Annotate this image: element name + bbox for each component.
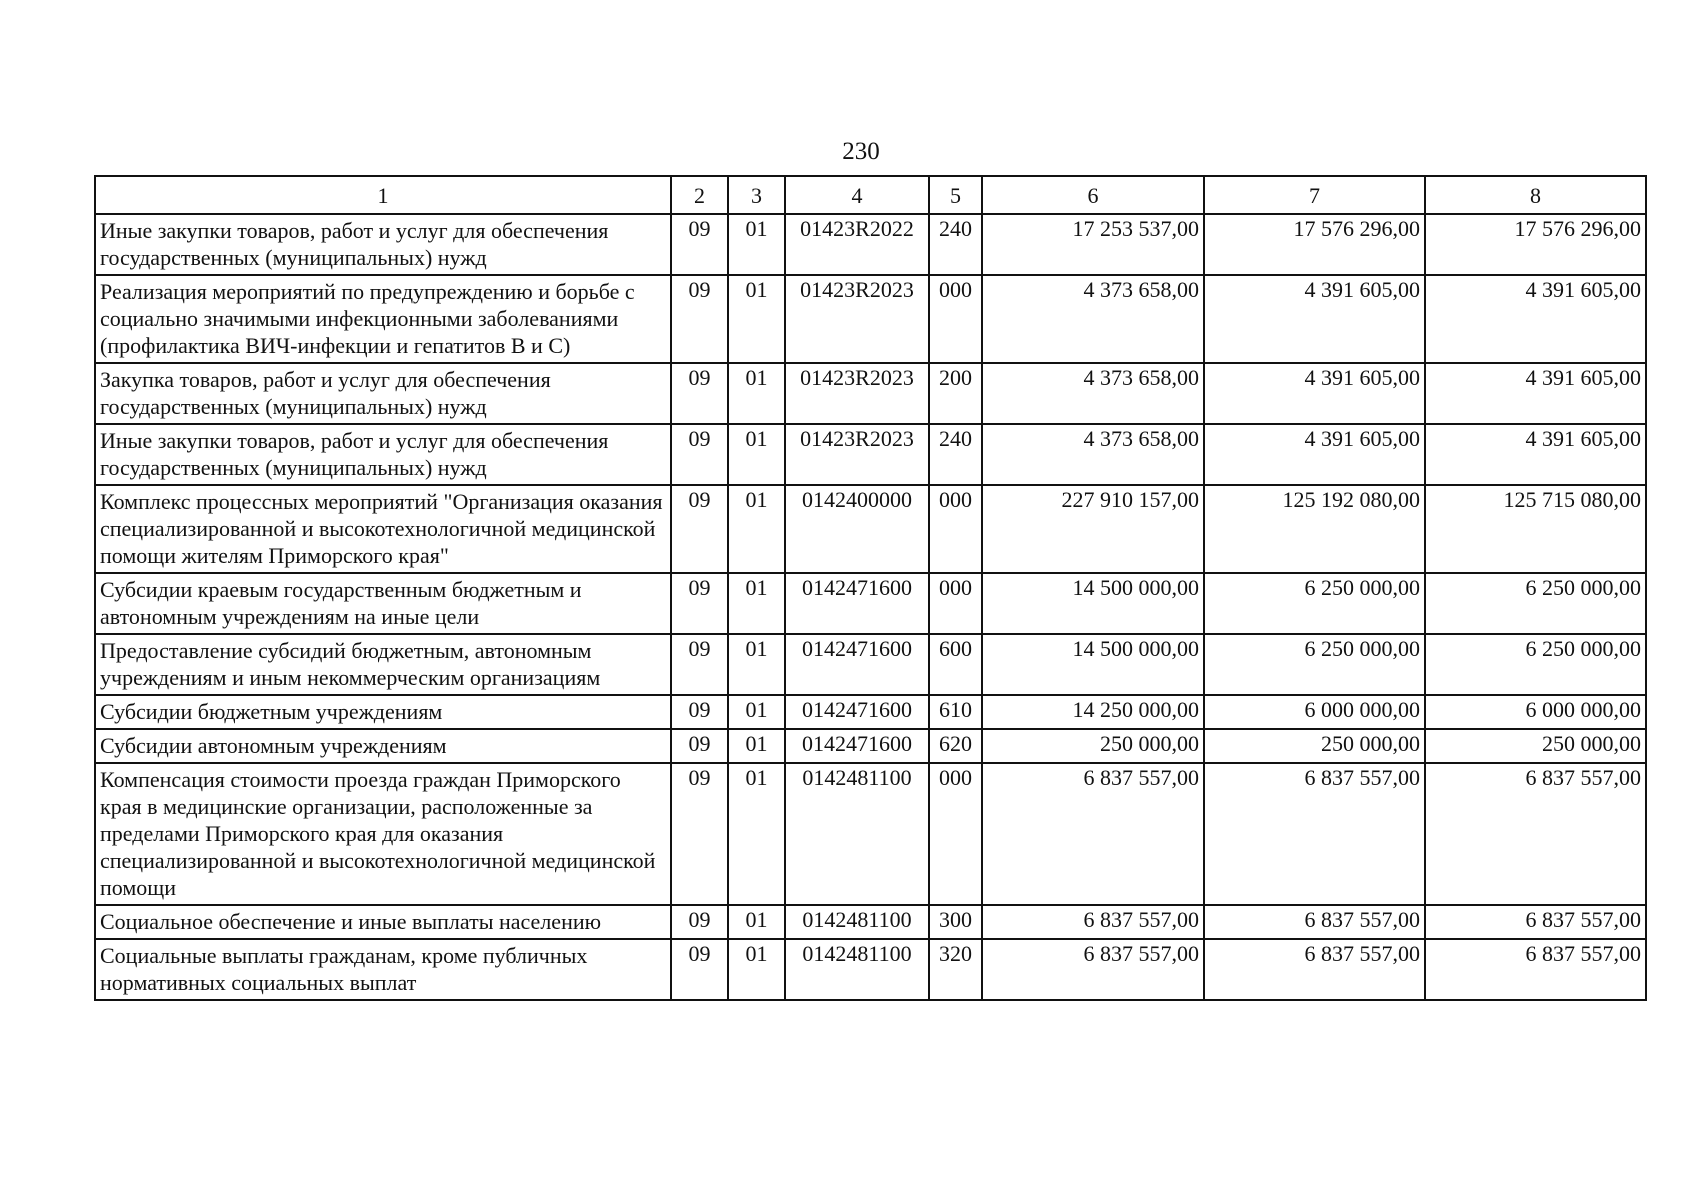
expense-type-code: 240 — [929, 214, 982, 275]
subsection-code: 01 — [728, 275, 785, 363]
header-row — [95, 176, 1646, 214]
expense-type-code: 620 — [929, 729, 982, 763]
expense-type-code: 610 — [929, 695, 982, 729]
subsection-code: 01 — [728, 363, 785, 424]
header-cell-2: 2 — [671, 176, 728, 214]
item-name: Закупка товаров, работ и услуг для обеспечения государственных (муниципальных) нужд — [100, 367, 551, 419]
amount-col-6: 14 250 000,00 — [982, 695, 1204, 729]
amount-col-8: 17 576 296,00 — [1425, 214, 1646, 275]
table-row — [95, 729, 1646, 763]
amount-col-7: 4 391 605,00 — [1204, 424, 1425, 485]
amount-col-6: 14 500 000,00 — [982, 573, 1204, 634]
subsection-code: 01 — [728, 214, 785, 275]
amount-col-6: 6 837 557,00 — [982, 939, 1204, 1000]
amount-col-6: 250 000,00 — [982, 729, 1204, 763]
table-row — [95, 763, 1646, 905]
amount-col-8: 6 250 000,00 — [1425, 573, 1646, 634]
expense-type-code: 000 — [929, 763, 982, 905]
table-row — [95, 634, 1646, 695]
amount-col-7: 6 837 557,00 — [1204, 939, 1425, 1000]
item-name-cell — [95, 634, 671, 695]
amount-col-7: 4 391 605,00 — [1204, 363, 1425, 424]
subsection-code: 01 — [728, 905, 785, 939]
expense-type-code: 240 — [929, 424, 982, 485]
table-row — [95, 363, 1646, 424]
expense-type-code: 000 — [929, 573, 982, 634]
amount-col-8: 6 250 000,00 — [1425, 634, 1646, 695]
section-code: 09 — [671, 763, 728, 905]
item-name: Реализация мероприятий по предупреждению и борьбе с социально значимыми инфекционными заболеваниями (профилактика ВИЧ-инфекции и гепатитов В и С) — [100, 279, 635, 358]
amount-col-7: 6 837 557,00 — [1204, 905, 1425, 939]
item-name: Иные закупки товаров, работ и услуг для обеспечения государственных (муниципальных) нужд — [100, 218, 609, 270]
section-code: 09 — [671, 905, 728, 939]
table-row — [95, 905, 1646, 939]
table-row — [95, 695, 1646, 729]
amount-col-6: 6 837 557,00 — [982, 763, 1204, 905]
header-cell-8: 8 — [1425, 176, 1646, 214]
target-article-code: 01423R2023 — [785, 424, 929, 485]
target-article-code: 01423R2023 — [785, 275, 929, 363]
item-name-cell — [95, 939, 671, 1000]
section-code: 09 — [671, 214, 728, 275]
amount-col-6: 4 373 658,00 — [982, 424, 1204, 485]
item-name-cell — [95, 275, 671, 363]
amount-col-8: 125 715 080,00 — [1425, 485, 1646, 573]
amount-col-7: 6 250 000,00 — [1204, 634, 1425, 695]
table-row — [95, 573, 1646, 634]
amount-col-8: 6 837 557,00 — [1425, 905, 1646, 939]
target-article-code: 0142481100 — [785, 763, 929, 905]
amount-col-8: 6 837 557,00 — [1425, 763, 1646, 905]
amount-col-6: 4 373 658,00 — [982, 363, 1204, 424]
header-cell-3: 3 — [728, 176, 785, 214]
expense-type-code: 600 — [929, 634, 982, 695]
item-name: Иные закупки товаров, работ и услуг для обеспечения государственных (муниципальных) нужд — [100, 428, 609, 480]
section-code: 09 — [671, 695, 728, 729]
amount-col-6: 17 253 537,00 — [982, 214, 1204, 275]
table-row — [95, 424, 1646, 485]
amount-col-8: 4 391 605,00 — [1425, 275, 1646, 363]
amount-col-6: 6 837 557,00 — [982, 905, 1204, 939]
item-name: Комплекс процессных мероприятий "Организация оказания специализированной и высокотехнологичной медицинской помощи жителям Приморского края" — [100, 489, 663, 568]
target-article-code: 0142471600 — [785, 634, 929, 695]
expense-type-code: 000 — [929, 485, 982, 573]
amount-col-7: 4 391 605,00 — [1204, 275, 1425, 363]
header-cell-4: 4 — [785, 176, 929, 214]
subsection-code: 01 — [728, 763, 785, 905]
expense-type-code: 000 — [929, 275, 982, 363]
item-name-cell — [95, 485, 671, 573]
subsection-code: 01 — [728, 695, 785, 729]
item-name-cell — [95, 695, 671, 729]
item-name-cell — [95, 214, 671, 275]
subsection-code: 01 — [728, 424, 785, 485]
target-article-code: 0142481100 — [785, 905, 929, 939]
item-name: Субсидии бюджетным учреждениям — [100, 699, 443, 724]
section-code: 09 — [671, 275, 728, 363]
section-code: 09 — [671, 573, 728, 634]
section-code: 09 — [671, 939, 728, 1000]
amount-col-8: 6 000 000,00 — [1425, 695, 1646, 729]
target-article-code: 01423R2022 — [785, 214, 929, 275]
target-article-code: 0142400000 — [785, 485, 929, 573]
target-article-code: 0142471600 — [785, 729, 929, 763]
subsection-code: 01 — [728, 729, 785, 763]
section-code: 09 — [671, 634, 728, 695]
target-article-code: 01423R2023 — [785, 363, 929, 424]
amount-col-7: 17 576 296,00 — [1204, 214, 1425, 275]
section-code: 09 — [671, 363, 728, 424]
subsection-code: 01 — [728, 939, 785, 1000]
item-name-cell — [95, 729, 671, 763]
expense-type-code: 300 — [929, 905, 982, 939]
subsection-code: 01 — [728, 485, 785, 573]
amount-col-7: 6 837 557,00 — [1204, 763, 1425, 905]
section-code: 09 — [671, 485, 728, 573]
section-code: 09 — [671, 729, 728, 763]
amount-col-6: 227 910 157,00 — [982, 485, 1204, 573]
item-name-cell — [95, 905, 671, 939]
amount-col-8: 4 391 605,00 — [1425, 363, 1646, 424]
amount-col-8: 250 000,00 — [1425, 729, 1646, 763]
item-name: Предоставление субсидий бюджетным, автономным учреждениям и иным некоммерческим организациям — [100, 638, 601, 690]
item-name: Субсидии краевым государственным бюджетным и автономным учреждениям на иные цели — [100, 577, 582, 629]
header-cell-1: 1 — [95, 176, 671, 214]
table-row — [95, 485, 1646, 573]
amount-col-7: 125 192 080,00 — [1204, 485, 1425, 573]
amount-col-6: 14 500 000,00 — [982, 634, 1204, 695]
amount-col-7: 250 000,00 — [1204, 729, 1425, 763]
amount-col-7: 6 250 000,00 — [1204, 573, 1425, 634]
table-row — [95, 939, 1646, 1000]
table-row — [95, 214, 1646, 275]
item-name-cell — [95, 363, 671, 424]
header-cell-7: 7 — [1204, 176, 1425, 214]
amount-col-8: 6 837 557,00 — [1425, 939, 1646, 1000]
amount-col-6: 4 373 658,00 — [982, 275, 1204, 363]
item-name-cell — [95, 424, 671, 485]
section-code: 09 — [671, 424, 728, 485]
expense-type-code: 200 — [929, 363, 982, 424]
item-name-cell — [95, 573, 671, 634]
subsection-code: 01 — [728, 573, 785, 634]
table-row — [95, 275, 1646, 363]
item-name: Компенсация стоимости проезда граждан Приморского края в медицинские организации, расположенные за пределами Приморского края для оказания специализированной и высокотехнологичной медицинской помощи — [100, 767, 656, 900]
page-number: 230 — [842, 138, 880, 165]
item-name: Субсидии автономным учреждениям — [100, 733, 447, 758]
subsection-code: 01 — [728, 634, 785, 695]
item-name: Социальное обеспечение и иные выплаты населению — [100, 909, 602, 934]
amount-col-7: 6 000 000,00 — [1204, 695, 1425, 729]
header-cell-5: 5 — [929, 176, 982, 214]
target-article-code: 0142481100 — [785, 939, 929, 1000]
expense-type-code: 320 — [929, 939, 982, 1000]
amount-col-8: 4 391 605,00 — [1425, 424, 1646, 485]
target-article-code: 0142471600 — [785, 695, 929, 729]
header-cell-6: 6 — [982, 176, 1204, 214]
budget-table — [94, 175, 1647, 1001]
target-article-code: 0142471600 — [785, 573, 929, 634]
item-name-cell — [95, 763, 671, 905]
item-name: Социальные выплаты гражданам, кроме публичных нормативных социальных выплат — [100, 943, 588, 995]
